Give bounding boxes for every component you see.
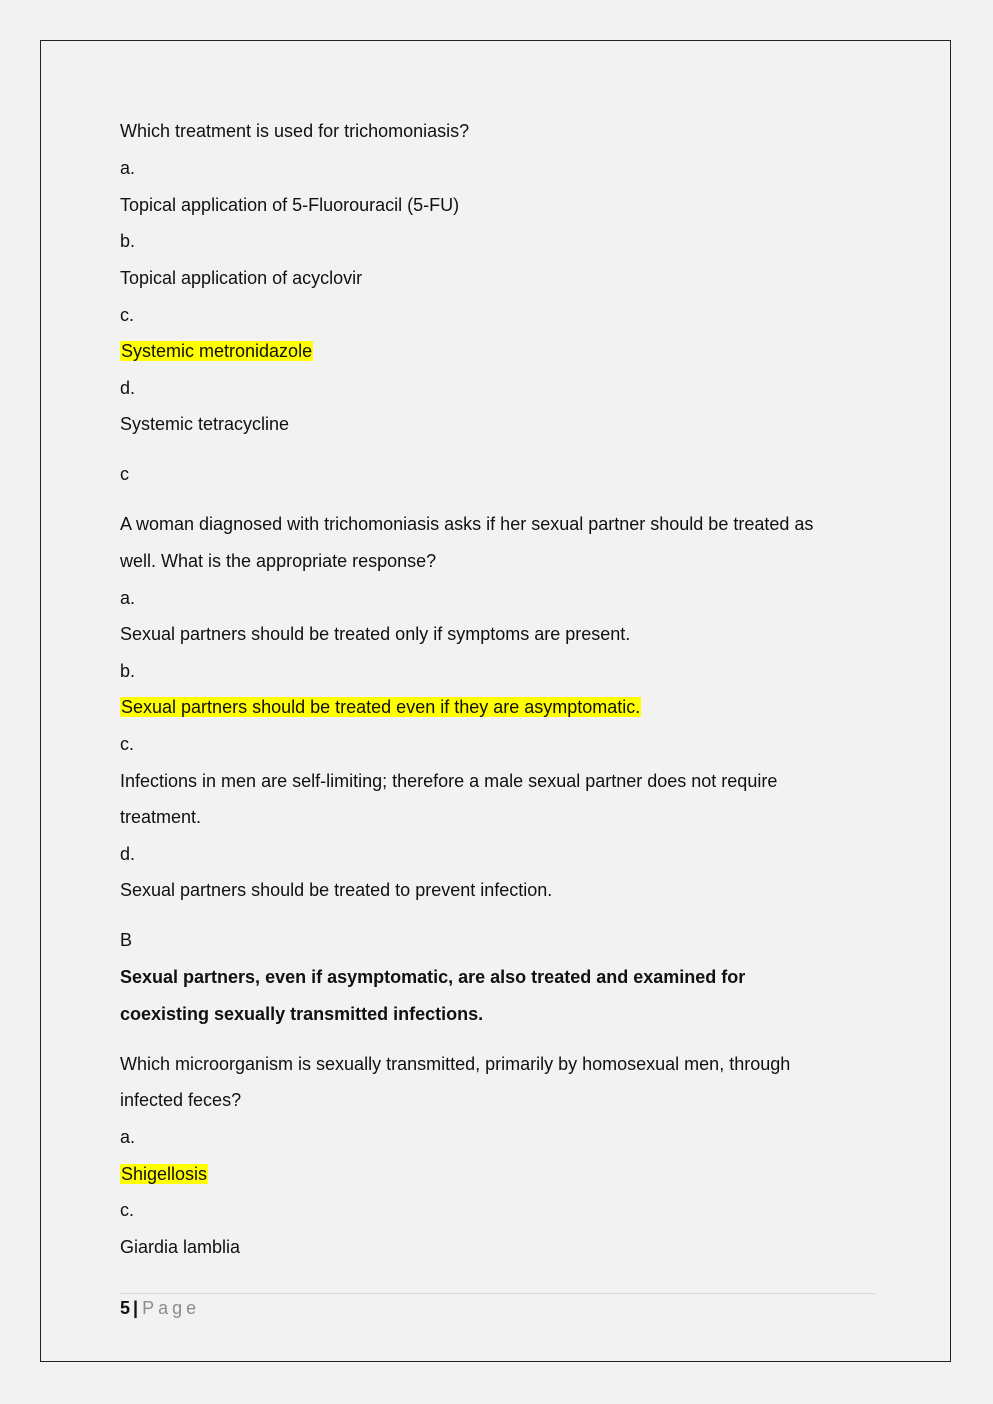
q2-option-a-letter: a. [120, 588, 136, 608]
q2-answer: B [120, 930, 133, 950]
q1-option-a-text: Topical application of 5-Fluorouracil (5-FU) [120, 195, 460, 215]
q1-option-d-letter: d. [120, 378, 136, 398]
q2-option-d-letter: d. [120, 844, 136, 864]
q2-question-line2: well. What is the appropriate response? [120, 551, 437, 571]
q1-option-d-text: Systemic tetracycline [120, 414, 290, 434]
q2-option-a-text: Sexual partners should be treated only if symptoms are present. [120, 624, 631, 644]
q1-answer: c [120, 464, 129, 484]
q2-rationale-line2: coexisting sexually transmitted infections. [120, 1004, 484, 1024]
footer-rule [120, 1293, 875, 1294]
page-word: Page [142, 1298, 201, 1318]
q3-option-c-letter: c. [120, 1200, 135, 1220]
q2-option-d-text: Sexual partners should be treated to prevent infection. [120, 880, 553, 900]
page-number: 5 [120, 1298, 131, 1318]
page-separator: | [133, 1298, 139, 1318]
q3-option-a-row [120, 1163, 208, 1185]
q2-option-b-text-highlighted: Sexual partners should be treated even if they are asymptomatic. [121, 697, 641, 717]
page-footer [120, 1297, 200, 1319]
q1-option-a-letter: a. [120, 158, 136, 178]
q3-question-line1: Which microorganism is sexually transmitted, primarily by homosexual men, through [120, 1054, 791, 1074]
q1-option-c-row [120, 340, 313, 362]
q1-option-b-text: Topical application of acyclovir [120, 268, 363, 288]
q3-option-a-letter: a. [120, 1127, 136, 1147]
q3-option-a-text-highlighted: Shigellosis [121, 1164, 208, 1184]
q1-option-c-text-highlighted: Systemic metronidazole [121, 341, 313, 361]
q1-option-c-letter: c. [120, 305, 135, 325]
q2-rationale-line1: Sexual partners, even if asymptomatic, are also treated and examined for [120, 967, 746, 987]
q2-option-c-letter: c. [120, 734, 135, 754]
q3-option-c-text: Giardia lamblia [120, 1237, 241, 1257]
q1-option-b-letter: b. [120, 231, 136, 251]
q2-option-c-text-line2: treatment. [120, 807, 202, 827]
q3-question-line2: infected feces? [120, 1090, 242, 1110]
q2-option-b-letter: b. [120, 661, 136, 681]
q1-question: Which treatment is used for trichomoniasis? [120, 121, 470, 141]
q2-option-c-text-line1: Infections in men are self-limiting; therefore a male sexual partner does not require [120, 771, 778, 791]
q2-question-line1: A woman diagnosed with trichomoniasis asks if her sexual partner should be treated as [120, 514, 814, 534]
q2-option-b-row [120, 696, 641, 718]
